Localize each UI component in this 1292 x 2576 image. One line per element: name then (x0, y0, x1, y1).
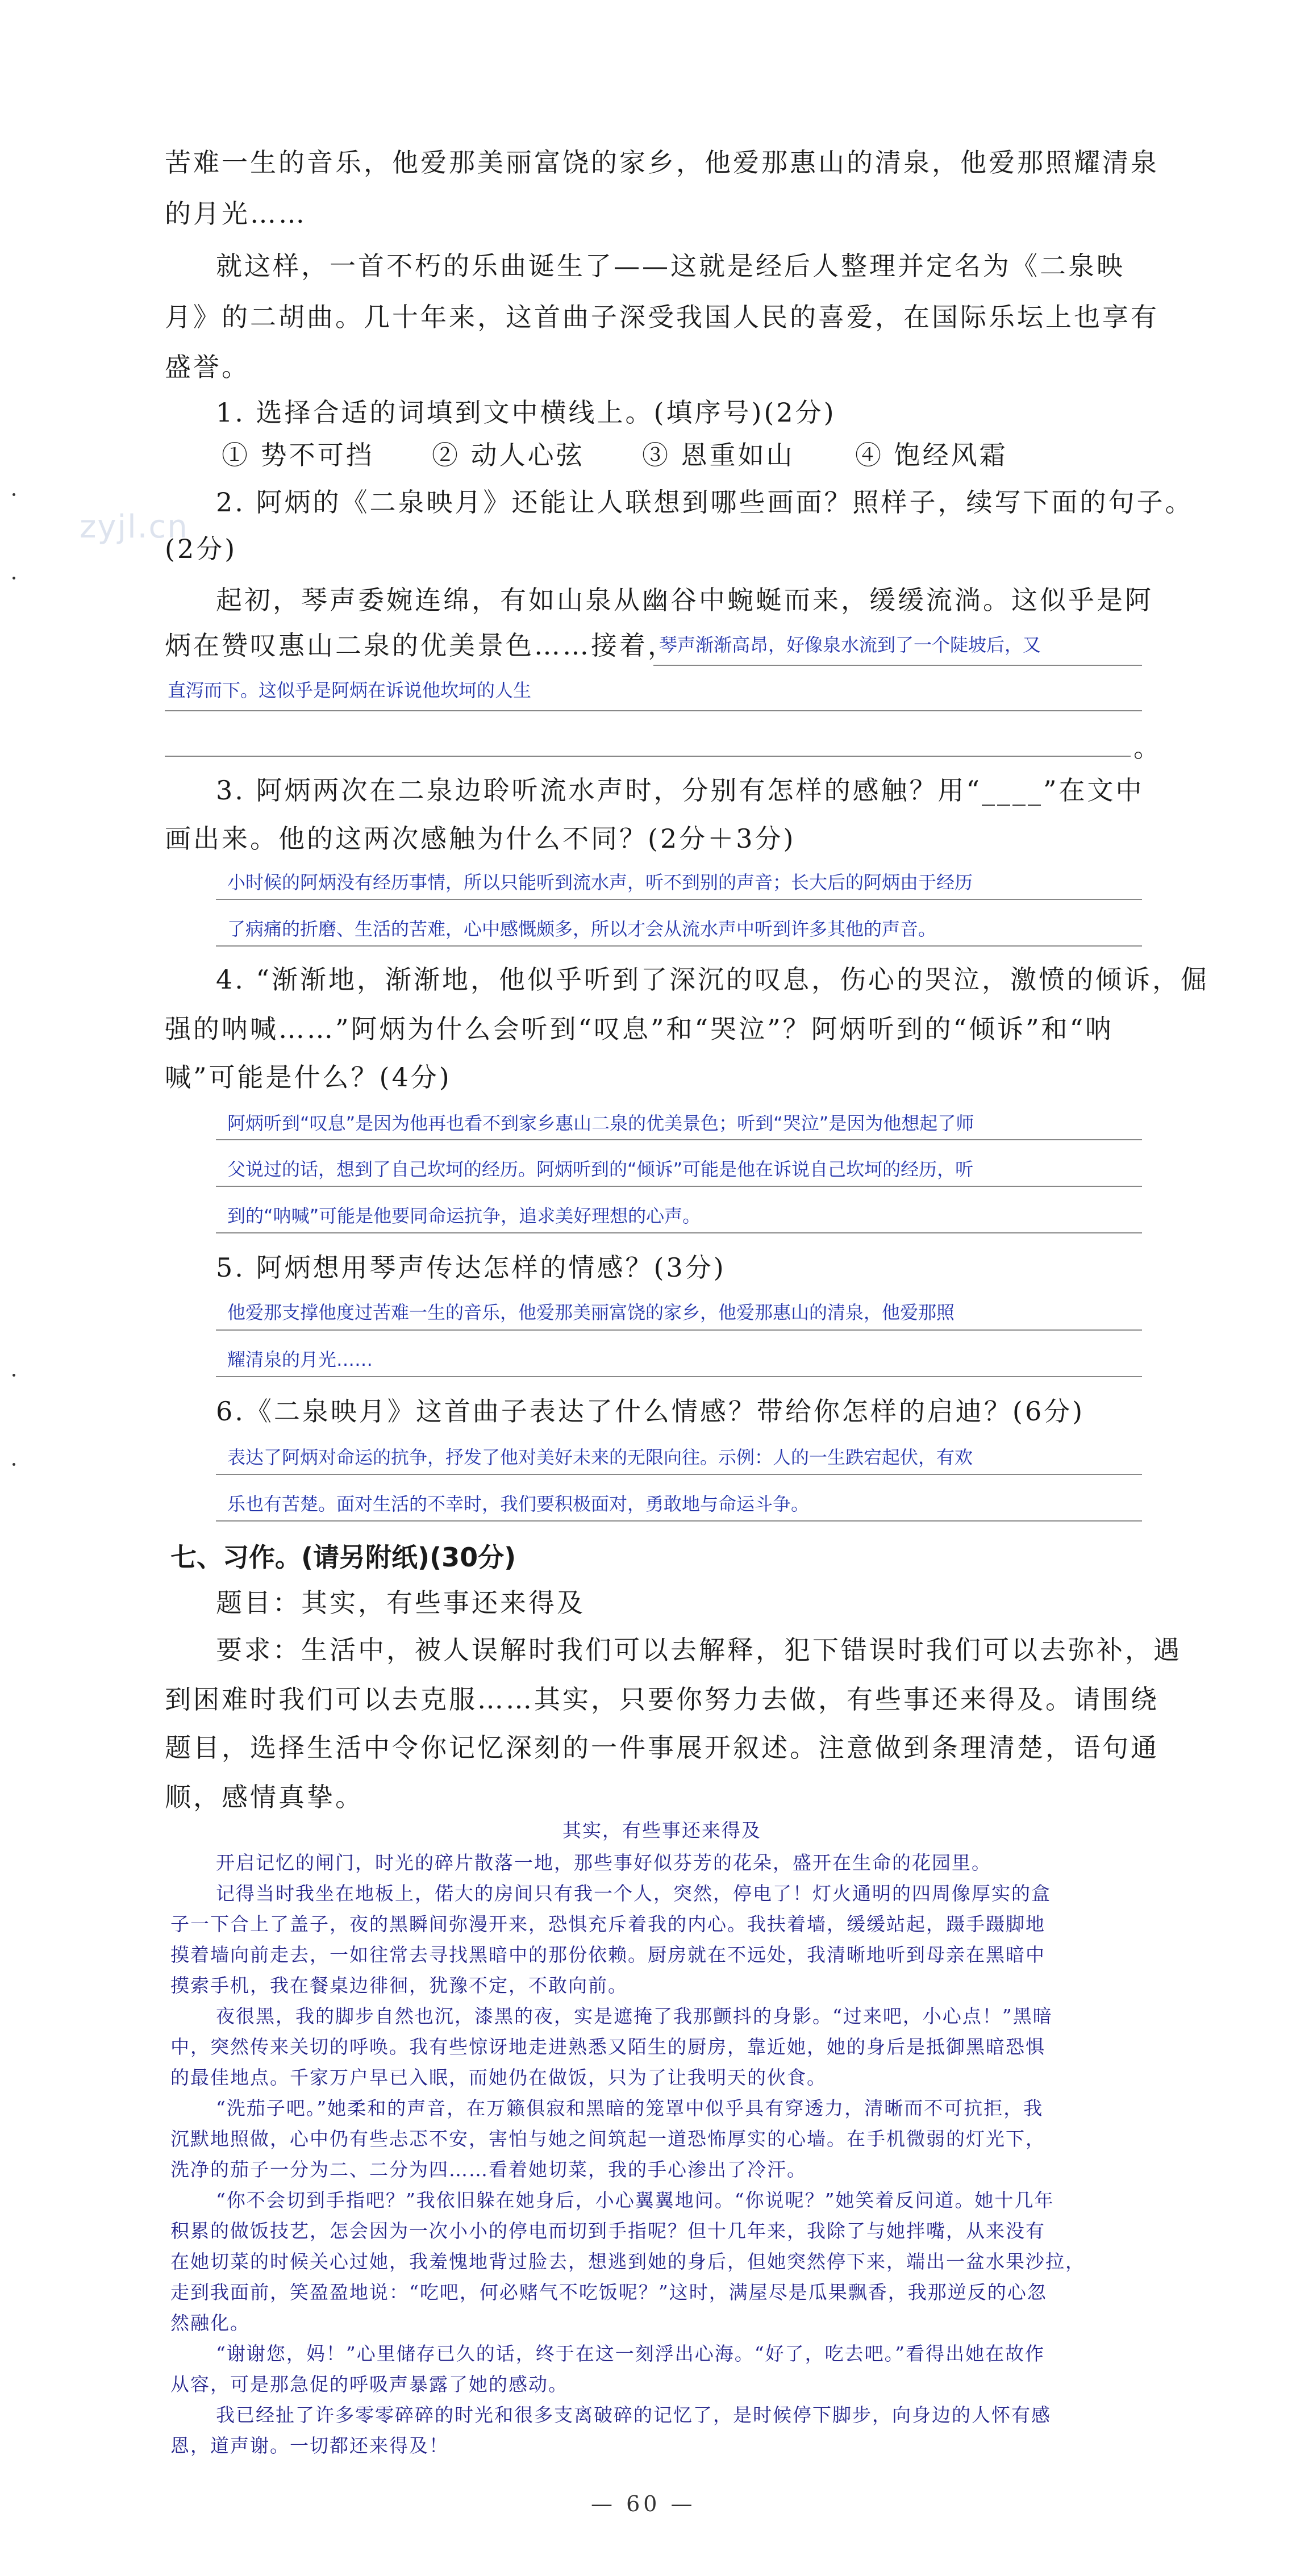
section-heading: 七、习作。(请另附纸)(30分) (170, 1542, 516, 1573)
answer-line (216, 1186, 1142, 1187)
answer-text: 到的“呐喊”可能是他要同命运抗争，追求美好理想的心声。 (227, 1205, 701, 1227)
essay-line: 摸索手机，我在餐桌边徘徊，犹豫不定，不敢向前。 (170, 1974, 628, 1996)
answer-line (216, 945, 1142, 947)
essay-line: 在她切菜的时候关心过她，我羞愧地背过脸去，想逃到她的身后，但她突然停下来，端出一盆水果沙拉， (170, 2250, 1085, 2273)
answer-line (216, 1474, 1142, 1475)
answer-line (216, 1232, 1142, 1233)
question-3: 画出来。他的这两次感触为什么不同？(2分＋3分) (165, 823, 796, 854)
essay-line: “谢谢您，妈！”心里储存已久的话，终于在这一刻浮出心海。“好了，吃去吧。”看得出她在故作 (216, 2342, 1045, 2365)
essay-topic: 题目：其实，有些事还来得及 (216, 1587, 585, 1618)
option-4: ④ 饱经风霜 (855, 440, 1008, 470)
answer-text: 父说过的话，想到了自己坎坷的经历。阿炳听到的“倾诉”可能是他在诉说自己坎坷的经历，听 (227, 1158, 974, 1180)
essay-line: 的最佳地点。千家万户早已入眠，而她仍在做饭，只为了让我明天的伙食。 (170, 2066, 827, 2089)
answer-text: 琴声渐渐高昂，好像泉水流到了一个陡坡后，又 (659, 634, 1041, 656)
story-line: 月》的二胡曲。几十年来，这首曲子深受我国人民的喜爱，在国际乐坛上也享有 (165, 302, 1159, 332)
answer-line (216, 1376, 1142, 1377)
essay-requirement: 顺，感情真挚。 (165, 1782, 364, 1812)
essay-line: 记得当时我坐在地板上，偌大的房间只有我一个人，突然，停电了！灯火通明的四周像厚实的盒 (216, 1882, 1051, 1904)
margin-dot (12, 1374, 15, 1377)
margin-dot (12, 493, 15, 496)
essay-line: 我已经扯了许多零零碎碎的时光和很多支离破碎的记忆了，是时候停下脚步，向身边的人怀有感 (216, 2404, 1051, 2426)
question-4: 喊”可能是什么？(4分) (165, 1062, 452, 1093)
essay-line: 夜很黑，我的脚步自然也沉，漆黑的夜，实是遮掩了我那颤抖的身影。“过来吧，小心点！”黑暗 (216, 2005, 1053, 2027)
answer-line (216, 899, 1142, 900)
essay-line: 恩，道声谢。一切都还来得及！ (170, 2435, 449, 2457)
essay-line: 沉默地照做，心中仍有些忐忑不安，害怕与她之间筑起一道恐怖厚实的心墙。在手机微弱的灯光下， (170, 2128, 1045, 2150)
essay-line: “你不会切到手指吧？”我依旧躲在她身后，小心翼翼地问。“你说呢？”她笑着反问道。她十几年 (216, 2189, 1055, 2211)
question-5: 5. 阿炳想用琴声传达怎样的情感？(3分) (216, 1252, 726, 1283)
question-3: 3. 阿炳两次在二泉边聆听流水声时，分别有怎样的感触？用“____”在文中 (216, 775, 1144, 806)
story-line: 就这样，一首不朽的乐曲诞生了——这就是经后人整理并定名为《二泉映 (216, 251, 1125, 281)
answer-text: 他爱那支撑他度过苦难一生的音乐，他爱那美丽富饶的家乡，他爱那惠山的清泉，他爱那照 (227, 1302, 955, 1323)
answer-text: 乐也有苦楚。面对生活的不幸时，我们要积极面对，勇敢地与命运斗争。 (227, 1493, 810, 1515)
margin-dot (12, 1463, 15, 1466)
option-1: ① 势不可挡 (222, 440, 374, 470)
question-4: 强的呐喊……”阿炳为什么会听到“叹息”和“哭泣”？阿炳听到的“倾诉”和“呐 (165, 1014, 1114, 1044)
answer-text: 小时候的阿炳没有经历事情，所以只能听到流水声，听不到别的声音；长大后的阿炳由于经历 (227, 872, 973, 893)
story-line: 的月光…… (165, 198, 307, 229)
answer-text: 阿炳听到“叹息”是因为他再也看不到家乡惠山二泉的优美景色；听到“哭泣”是因为他想起了师 (227, 1112, 974, 1134)
answer-text: 表达了阿炳对命运的抗争，抒发了他对美好未来的无限向往。示例：人的一生跌宕起伏，有欢 (227, 1447, 973, 1468)
essay-line: 从容，可是那急促的呼吸声暴露了她的感动。 (170, 2373, 568, 2395)
option-3: ③ 恩重如山 (642, 440, 795, 470)
answer-line (165, 756, 1131, 757)
essay-line: 摸着墙向前走去，一如往常去寻找黑暗中的那份依赖。厨房就在不远处，我清晰地听到母亲在黑暗中 (170, 1944, 1045, 1966)
answer-text: 直泻而下。这似乎是阿炳在诉说他坎坷的人生 (168, 680, 532, 701)
question-4: 4. “渐渐地，渐渐地，他似乎听到了深沉的叹息，伤心的哭泣，激愤的倾诉，倔 (216, 964, 1210, 995)
end-mark: 。 (1133, 732, 1162, 763)
essay-line: “洗茄子吧。”她柔和的声音，在万籁俱寂和黑暗的笼罩中似乎具有穿透力，清晰而不可抗拒，我 (216, 2097, 1044, 2119)
answer-line (216, 1329, 1142, 1331)
essay-requirement: 题目，选择生活中令你记忆深刻的一件事展开叙述。注意做到条理清楚，语句通 (165, 1732, 1159, 1763)
essay-line: 开启记忆的闸门，时光的碎片散落一地，那些事好似芬芳的花朵，盛开在生命的花园里。 (216, 1852, 991, 1874)
answer-line (653, 665, 1142, 666)
essay-line: 走到我面前，笑盈盈地说：“吃吧，何必赌气不吃饭呢？”这时，满屋尽是瓜果飘香，我那逆反的心忽 (170, 2281, 1047, 2303)
essay-requirement: 要求：生活中，被人误解时我们可以去解释，犯下错误时我们可以去弥补，遇 (216, 1635, 1182, 1665)
example-sentence: 炳在赞叹惠山二泉的优美景色……接着， (165, 630, 676, 661)
watermark: zyjl.cn (80, 508, 189, 545)
question-2: 2. 阿炳的《二泉映月》还能让人联想到哪些画面？照样子，续写下面的句子。 (216, 487, 1194, 518)
essay-line: 中，突然传来关切的呼唤。我有些惊讶地走进熟悉又陌生的厨房，靠近她，她的身后是抵御黑暗恐惧 (170, 2036, 1045, 2058)
answer-text: 了病痛的折磨、生活的苦难，心中感慨颇多，所以才会从流水声中听到许多其他的声音。 (227, 918, 937, 940)
essay-requirement: 到困难时我们可以去克服……其实，只要你努力去做，有些事还来得及。请围绕 (165, 1684, 1159, 1715)
story-line: 盛誉。 (165, 352, 250, 382)
essay-line: 洗净的茄子一分为二、二分为四……看着她切菜，我的手心渗出了冷汗。 (170, 2158, 807, 2181)
essay-line: 然融化。 (170, 2312, 250, 2334)
essay-line: 子一下合上了盖子，夜的黑瞬间弥漫开来，恐惧充斥着我的内心。我扶着墙，缓缓站起，蹑手蹑脚地 (170, 1913, 1045, 1935)
answer-line (165, 710, 1142, 711)
essay-line: 积累的做饭技艺，怎会因为一次小小的停电而切到手指呢？但十几年来，我除了与她拌嘴，从来没有 (170, 2220, 1045, 2242)
essay-title: 其实，有些事还来得及 (562, 1819, 761, 1841)
question-2-score: (2分) (165, 533, 237, 564)
example-sentence: 起初，琴声委婉连绵，有如山泉从幽谷中蜿蜒而来，缓缓流淌。这似乎是阿 (216, 585, 1153, 615)
page-number: — 60 — (591, 2491, 696, 2516)
answer-text: 耀清泉的月光…… (227, 1349, 373, 1370)
question-6: 6.《二泉映月》这首曲子表达了什么情感？带给你怎样的启迪？(6分) (216, 1396, 1085, 1427)
story-line: 苦难一生的音乐，他爱那美丽富饶的家乡，他爱那惠山的清泉，他爱那照耀清泉 (165, 147, 1159, 178)
question-1: 1. 选择合适的词填到文中横线上。(填序号)(2分) (216, 397, 836, 428)
answer-line (216, 1139, 1142, 1140)
answer-line (216, 1520, 1142, 1522)
margin-dot (12, 577, 15, 580)
option-2: ② 动人心弦 (432, 440, 585, 470)
